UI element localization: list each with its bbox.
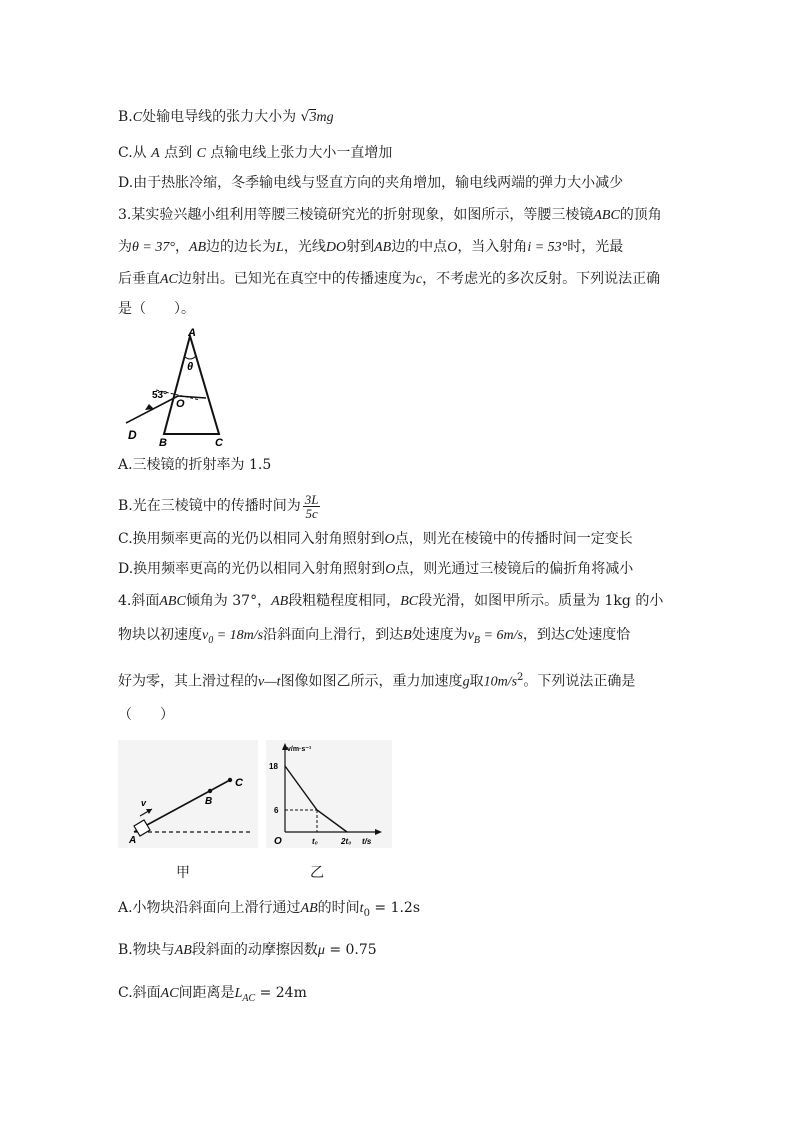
label-B: B — [205, 796, 213, 807]
label-theta: θ — [187, 361, 194, 373]
tick-18: 18 — [269, 762, 278, 771]
q4-stem-line-2: 物块以初速度$v_0 = 18m/s$沿斜面向上滑行，到达B处速度为$v_B = 6m/s$，到达C处速度恰 — [118, 627, 631, 646]
q3-option-a: A.三棱镜的折射率为 1.5 — [118, 457, 272, 473]
tick-2t0: 2t₀ — [341, 837, 352, 846]
caption-yi: 乙 — [310, 865, 324, 881]
q4-option-c: C.斜面AC间距离是$L_{AC} = 24m$ — [118, 985, 307, 1004]
incline-figure — [118, 740, 258, 848]
q3-option-b: B.光在三棱镜中的传播时间为 $\frac{3L}{5c}$ — [118, 491, 319, 521]
q4-option-a: A.小物块沿斜面向上滑行通过AB的时间$t_0 = 1.2s$ — [118, 900, 421, 919]
vt-graph-figure — [266, 740, 392, 848]
label-C: C — [215, 437, 223, 448]
q4-stem-line-3: 好为零，其上滑过程的v—t图像如图乙所示，重力加速度g取$10m/s^2$。下列说法正确是 — [118, 672, 636, 690]
q2-option-b: B.C处输电导线的张力大小为 √3mg — [118, 109, 334, 125]
tick-t0: t₀ — [312, 837, 318, 846]
ray-arrowhead — [145, 404, 154, 410]
label-O: O — [176, 398, 185, 410]
q3-stem-line-3: 后垂直AC边射出。已知光在真空中的传播速度为c，不考虑光的多次反射。下列说法正确 — [118, 271, 661, 287]
q4-stem-line-4: （ ） — [118, 707, 174, 723]
q2-option-c: C.从 A 点到 C 点输电线上张力大小一直增加 — [118, 145, 393, 161]
q4-stem-line-1: 4.斜面ABC倾角为 37°，AB段粗糙程度相同，BC段光滑，如图甲所示。质量为 1kg 的小 — [118, 593, 664, 609]
label-angle-53: 53° — [152, 390, 168, 401]
label-B: B — [159, 437, 167, 448]
q3-stem-line-4: 是（ ）。 — [118, 301, 195, 317]
label-A: A — [129, 835, 137, 846]
label-D: D — [128, 428, 137, 442]
prism-figure — [118, 326, 243, 448]
origin-label: O — [274, 836, 282, 847]
q3-option-c: C.换用频率更高的光仍以相同入射角照射到O点，则光在棱镜中的传播时间一定变长 — [118, 531, 633, 547]
q3-option-d: D.换用频率更高的光仍以相同入射角照射到O点，则光通过三棱镜后的偏折角将减小 — [118, 561, 634, 577]
q3-stem-line-2: 为θ = 37°，AB边的边长为L，光线DO射到AB边的中点O，当入射角i = 53°时，光最 — [118, 239, 624, 255]
apex-angle-arc — [184, 356, 196, 359]
label-v: v — [141, 798, 147, 808]
point-C — [228, 778, 232, 782]
x-axis-label: t/s — [362, 837, 372, 846]
prism-triangle — [164, 336, 219, 434]
q3-stem-line-1: 3.某实验兴趣小组利用等腰三棱镜研究光的折射现象，如图所示，等腰三棱镜ABC的顶角 — [118, 207, 662, 223]
q2-option-d: D.由于热胀冷缩，冬季输电线与竖直方向的夹角增加，输电线两端的弹力大小减少 — [118, 175, 624, 191]
tick-6: 6 — [274, 806, 279, 815]
label-C: C — [235, 777, 243, 789]
point-B — [208, 789, 212, 793]
q4-option-b: B.物块与AB段斜面的动摩擦因数μ = 0.75 — [118, 942, 377, 958]
label-A: A — [188, 327, 196, 339]
y-axis-label: v/m·s⁻¹ — [287, 746, 312, 753]
caption-jia: 甲 — [176, 865, 190, 881]
